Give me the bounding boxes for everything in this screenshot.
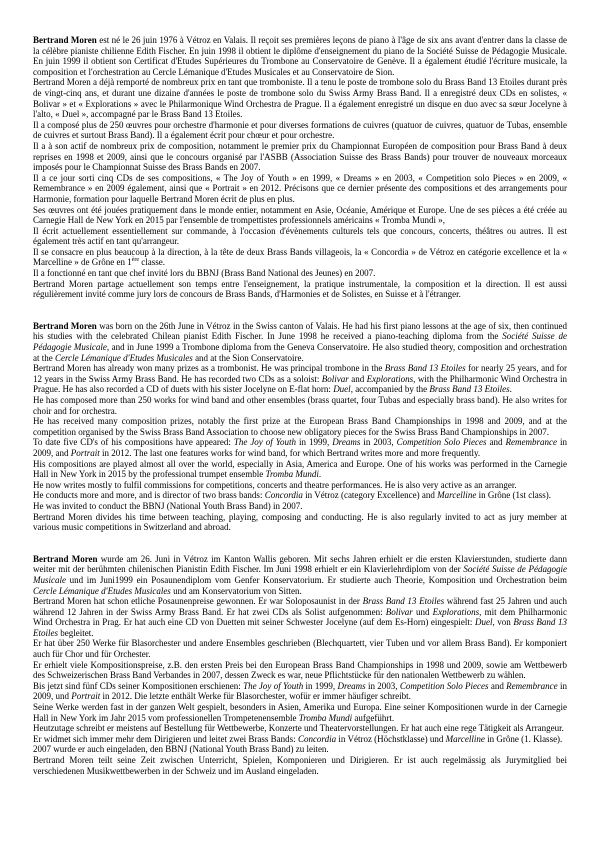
italic-text: Duel [333,384,351,395]
paragraph [33,437,567,458]
italic-text: Tromba Mundi [298,712,353,723]
text-segment: während fast 25 Jahren und auch während 12 Jahren in der Swiss Army Brass Band. Er hat zwei CDs als Solist aufgenommen: [33,596,567,617]
italic-text: Bolivar [385,606,413,617]
italic-text: Explorations [366,373,414,384]
text-segment: He was invited to conduct the BBNJ (National Youth Brass Band) in 2007. [33,500,303,511]
text-segment: He has received many composition prizes, notably the first prize at the European Brass Band Championships in 1998 and 2009, and at the competition organised by the Swiss Brass Band Association to choose new obligatory pieces for the Swiss Brass Band Championships in 2007. [33,416,567,437]
text-segment: in Vétroz (category Excellence) and [302,490,438,501]
text-segment: Bertrand Moren partage actuellement son temps entre l'enseignement, la pratique instrumentale, la composition et la direction. Il est aussi régulièrement invité comme jury lors de concours de Brass Bands, d'Harmonies et de Solistes, en Suisse et à l'étranger. [33,278,567,300]
text-segment: . [318,469,322,480]
text-segment: Bis jetzt sind fünf CDs seiner Kompositionen erschienen: [33,680,244,691]
paragraph [33,512,567,533]
text-segment: und im Juni1999 ein Posaunendiplom vom Genfer Konservatorium. Er studierte auch Theorie, Komposition und Orchestration beim [66,574,567,585]
paragraph [33,247,567,268]
text-segment: in Vétroz (Höchstklasse) und [336,733,446,744]
text-segment: begleitet. [58,627,94,638]
paragraph [33,480,567,491]
text-segment: and [488,680,507,691]
german-biography-section [33,554,567,776]
text-segment: 2007 wurde er auch eingeladen, den BBNJ (National Youth Brass Band) zu leiten. [33,744,329,755]
text-segment: Heutzutage schreibt er meistens auf Bestellung für Wettbewerbe, Konzerte und Theatervorstellungen. Er hat auch eine rege Tätigkeit als Arrangeur. [33,723,564,734]
text-segment: Bertrand Moren hat schon etliche Posaunenpreise gewonnen. Er war Soloposaunist in der [33,596,363,607]
paragraph [33,173,567,205]
paragraph [33,141,567,173]
italic-text: Cercle Lémanique d'Etudes Musicales [33,585,171,596]
text-segment: He conducts more and more, and is director of two brass bands: [33,490,265,501]
paragraph [33,77,567,119]
italic-text: The Joy of Youth [243,680,304,691]
paragraph [33,268,567,279]
text-segment: , with the Philharmonic Wind Orchestra in Prague. He has also recorded a CD of duets with his sister Jocelyne on E-flat horn: [33,373,568,395]
text-segment: His compositions are played almost all over the world, especially in Asia, America and Europe. One of his works was performed in the Carnegie Hall in New York in 2015 by the professional trumpet ensemble [33,458,567,480]
italic-text: Bolivar [321,373,349,384]
text-segment: Il a composé plus de 250 œuvres pour orchestre d'harmonie et pour diverses formations de cuivres (quatuor de cuivres, quatuor de Tubas, ensemble de cuivres et surtout Brass Band). Il a également écrit pour chœur et pour orchestre. [33,119,567,141]
paragraph [33,35,567,77]
text-segment: Bertrand Moren has already won many prizes as a trombonist. He was principal trombone in the [33,363,385,374]
italic-text: Dreams [337,680,366,691]
italic-text: Remembrance [505,437,557,448]
text-segment: Il a à son actif de nombreux prix de composition, notamment le premier prix du Championnat Européen de composition pour Brass Band à deux reprises en 1998 et 2009, ainsi que le concours organisé par l'ASBB (Association Suisse des Brass Bands) pour trouver de nouveaux morceaux imposés pour le Championnat Suisse des Brass Bands en 2007. [33,140,567,173]
english-biography-section [33,321,567,533]
superscript-text: ère [131,257,140,264]
paragraph [33,459,567,480]
paragraph [33,501,567,512]
italic-text: Competition Solo Pieces [399,680,489,691]
paragraph [33,681,567,702]
text-segment: Er erhielt viele Kompositionspreise, z.B. den ersten Preis bei den European Brass Band Championships in 1998 und 2009, sowie am Wettbewerb des Schweizerischen Brass Band Verbandes in 2007, dessen Zweck es war, neue Pflichtstücke für den nationalen Wettbewerb zu wählen. [33,659,567,681]
text-segment: in 2003, [360,437,397,448]
paragraph [33,744,567,755]
paragraph [33,395,567,416]
italic-text: Société Suisse de Pédagogie Musicale [33,331,567,353]
text-segment: in 2003, [365,680,400,691]
italic-text: Marcelline [437,490,477,501]
paragraph [33,702,567,723]
italic-text: Tromba Mundi [265,469,319,480]
bold-text: Bertrand Moren [33,553,98,564]
text-segment: He now writes mostly to fulfil commissions for competitions, concerts and theatre performances. He is also very active as an arranger. [33,479,517,490]
text-segment: classe. [139,257,166,268]
text-segment: Il se consacre en plus beaucoup à la direction, à la tête de deux Brass Bands villageois, la « Concordia » de Vétroz en catégorie excellence et la « Marcelline » de Grône en 1 [33,246,567,268]
text-segment: wurde am 26. Juni in Vétroz im Kanton Wallis geboren. Mit sechs Jahren erhielt er die ersten Klavierstunden, studierte dann weiter mit der berühmten chilenischen Pianistin Edith Fischer. Im Juni 1998 erhielt er ein Klavierlehrdiplom von der [33,553,567,575]
italic-text: Portrait [70,447,100,458]
text-segment: Er widmet sich immer mehr dem Dirigieren und leitet zwei Brass Bands: [33,733,298,744]
text-segment: in 2009, und [33,680,567,702]
italic-text: Concordia [264,490,303,501]
french-biography-section [33,35,567,300]
text-segment: and [486,437,506,448]
paragraph [33,596,567,638]
text-segment: and at the Sion Conservatoire. [192,352,304,363]
text-segment: in 1999, [303,680,338,691]
text-segment: in 2009, and [33,437,567,458]
italic-text: Dreams [332,437,361,448]
text-segment: and [348,373,367,384]
paragraph [33,734,567,745]
italic-text: Portrait [71,691,101,702]
italic-text: Marcelline [445,733,485,744]
text-segment: Il écrit actuellement essentiellement sur commande, à l'occasion d'évènements culturels tels que concours, concerts, théâtres ou autres. Il est également très actif en tant qu'arrangeur. [33,225,567,247]
italic-text: Brass Band 13 Etoiles [384,363,466,374]
text-segment: Bertrand Moren a déjà remporté de nombreux prix en tant que tromboniste. Il a tenu le poste de trombone solo du Brass Band 13 Etoiles durant près de vingt-cinq ans, et durant une dizaine d'années le poste de trombone solo du Swiss Army Brass Band. Il a enregistré deux CDs en solistes, « Bolivar » et « Explorations » avec le Philarmonique Wind Orchestra de Prague. Il a également enregistré un disque en duo avec sa sœur Jocelyne à l'alto, « Duel », accompagné par le Brass Band 13 Etoiles. [33,77,567,120]
text-segment: , accompanied by the [350,384,430,395]
text-segment: und [412,606,433,617]
text-segment: . [509,384,512,395]
text-segment: in 1999, [295,437,333,448]
bold-text: Bertrand Moren [33,35,97,45]
text-segment: , and in June 1999 a Trombone diploma from the Geneva Conservatoire. He also studied theory, composition and orchestration at the [33,342,567,363]
paragraph [33,638,567,659]
italic-text: Duel [474,617,493,628]
bold-text: Bertrand Moren [33,320,97,331]
text-segment: He has composed more than 250 works for wind band and other ensembles (brass quartet, four Tubas and especially brass band). He also writes for choir and for orchestra. [33,395,567,416]
text-segment: Bertrand Moren divides his time between teaching, playing, composing and conducting. He is also regularly invited to act as jury member at various music competitions in Switzerland and abroad. [33,511,567,533]
italic-text: Cercle Lémanique d'Etudes Musicales [55,352,193,363]
paragraph [33,490,567,501]
text-segment: in 2012. The last one features works for wind band, for which Bertrand writes more and more frequently. [99,447,481,458]
text-segment: for nearly 25 years, and for 12 years in the Swiss Army Brass Band. He has recorded two CDs as a soloist: [33,363,568,384]
text-segment: Ses œuvres ont été jouées pratiquement dans le monde entier, notamment en Asie, Océanie, Amérique et Europe. Une de ses pièces a été créée au Carnegie Hall de New York en 2015 par l'ensemble de trompettistes professionnels américains « Tromba Mundi », [33,204,567,226]
paragraph [33,120,567,141]
text-segment: aufgeführt. [352,712,395,723]
text-segment: Il a fonctionné en tant que chef invité lors du BBNJ (Brass Band National des Jeunes) en 2007. [33,268,376,279]
text-segment: Bertrand Moren teilt seine Zeit zwischen Unterricht, Spielen, Komponieren und Dirigieren. Er ist auch regelmässig als Jurymitglied bei verschiedenen Musikwettbewerben in der Schweiz und im Ausland eingeladen. [33,755,567,776]
italic-text: Competition Solo Pieces [396,437,487,448]
text-segment: , mit dem Philharmonic Wind Orchestra in Prag. Er hat auch eine CD von Duetten mit seiner Schwester Jocelyne (auf dem Es-Horn) eingespielt: [33,606,567,628]
italic-text: Brass Band 13 Etoiles [33,617,567,638]
italic-text: Brass Band 13 Etoiles [362,596,445,607]
paragraph [33,279,567,300]
paragraph [33,321,567,363]
paragraph [33,723,567,734]
paragraph [33,363,567,395]
text-segment: Er hat über 250 Werke für Blasorchester und andere Ensembles geschrieben (Blechquartett, vier Tuben und vor allem Brass Band). Er komponiert auch für Chor und für Orchester. [33,638,567,660]
text-segment: To date five CD's of his compositions have appeared: [33,437,234,448]
text-segment: und am Konservatorium von Sitten. [170,585,302,596]
italic-text: The Joy of Youth [233,437,296,448]
text-segment: in Grône (1st class). [476,490,552,501]
document-content [33,35,567,776]
italic-text: Brass Band 13 Etoiles [429,384,510,395]
text-segment: est né le 26 juin 1976 à Vétroz en Valais. Il reçoit ses premières leçons de piano à l'âge de six ans avant d'entrer dans la classe de la célèbre pianiste chilienne Edith Fischer. En juin 1998 il obtient le diplôme d'enseignement du piano de la Société Suisse de Pédagogie Musicale. En juin 1999 il obtient son Certificat d'Etudes Supérieures du Trombone au Conservatoire de Genève. Il a également étudié l'écriture musicale, la composition et l'orchestration au Cercle Lémanique d'Etudes Musicales et au Conservatoire de Sion. [33,35,567,77]
text-segment: was born on the 26th June in Vétroz in the Swiss canton of Valais. He had his first piano lessons at the age of six, then continued his studies with the celebrated Chilean pianist Edith Fischer. In June 1998 he received a piano-teaching diploma from the [33,320,567,342]
italic-text: Société Suisse de Pédagogie Musicale [33,564,567,585]
text-segment: in Grône (1. Klasse). [484,733,563,744]
italic-text: Concordia [297,733,337,744]
text-segment: , von [492,617,514,628]
italic-text: Remembrance [506,680,558,691]
text-segment: in 2012. Die letzte enthält Werke für Blasorchester, wofür er immer häufiger schreibt. [100,691,411,702]
italic-text: Explorations [432,606,480,617]
paragraph [33,416,567,437]
paragraph [33,755,567,776]
text-segment: Il a ce jour sorti cinq CDs de ses compositions, « The Joy of Youth » en 1999, « Dreams » en 2003, « Competition solo Pieces » en 2009, « Remembrance » en 2009 également, ainsi que « Portrait » en 2012. Précisons que ce dernier présente des compositions et des arrangements pour Harmonie, formation pour laquelle Bertrand Moren écrit de plus en plus. [33,172,567,204]
text-segment: Seine Werke werden fast in der ganzen Welt gespielt, besonders in Asien, Amerika und Europa. Eine seiner Kompositionen wurde in der Carnegie Hall in New York im Jahr 2015 vom professionellen Trompetenensemble [33,702,567,723]
paragraph [33,205,567,226]
paragraph [33,660,567,681]
paragraph [33,554,567,596]
paragraph [33,226,567,247]
